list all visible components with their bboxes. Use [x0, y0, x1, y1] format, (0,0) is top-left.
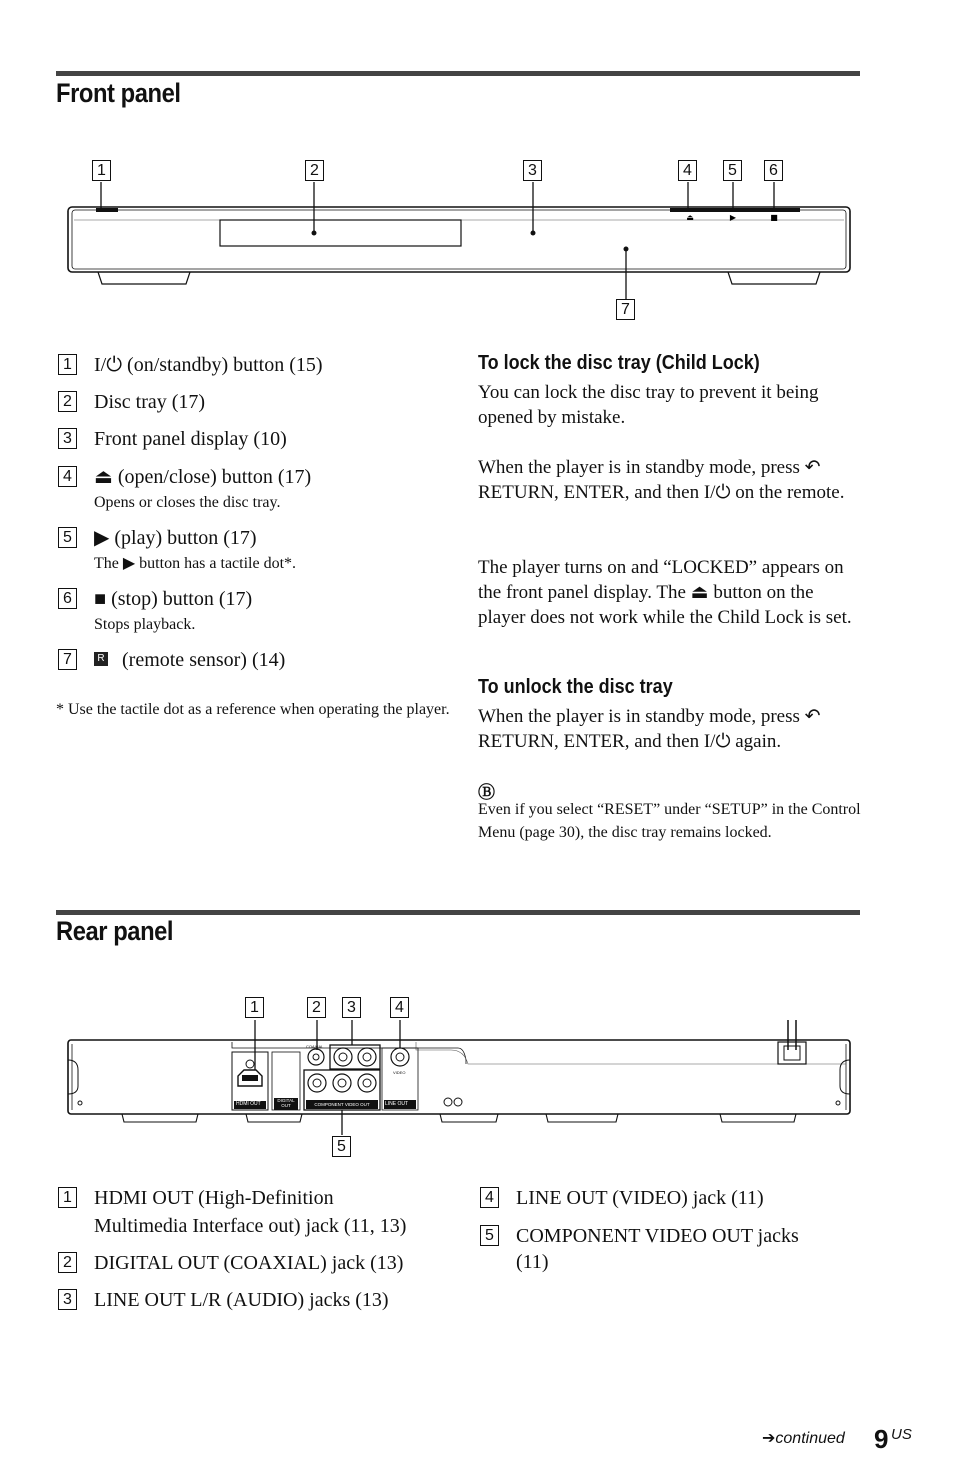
note-icon: Ⓑ	[478, 783, 495, 803]
front-panel-title: Front panel	[56, 78, 181, 108]
video-label: VIDEO	[393, 1070, 406, 1075]
callout-5: 5	[723, 160, 742, 181]
item-text: LINE OUT L/R (AUDIO) jacks (13)	[94, 1289, 389, 1311]
page-suffix: US	[891, 1426, 912, 1443]
callout-6: 6	[764, 160, 783, 181]
item-number: 5	[58, 527, 77, 548]
rear-callout-5: 5	[332, 1136, 351, 1157]
remote-sensor-icon: R	[94, 652, 108, 666]
item-subtext: The ▶ button has a tactile dot*.	[94, 555, 297, 572]
svg-text:⏏: ⏏	[686, 213, 694, 222]
callout-4: 4	[678, 160, 697, 181]
item-number: 7	[58, 649, 77, 670]
item-subtext: Stops playback.	[94, 616, 196, 633]
item-text: LINE OUT (VIDEO) jack (11)	[516, 1187, 764, 1209]
item-text: ▶ (play) button (17)	[94, 527, 257, 549]
item-text: COMPONENT VIDEO OUT jacks	[516, 1225, 799, 1247]
rear-panel-diagram	[56, 990, 860, 1165]
item-number: 3	[58, 1289, 77, 1310]
arrow-right-icon: ➔	[762, 1428, 776, 1447]
rear-callout-4: 4	[390, 997, 409, 1018]
callout-2: 2	[305, 160, 324, 181]
footnote: * Use the tactile dot as a reference when operating the player.	[56, 701, 450, 718]
rear-callout-3: 3	[342, 997, 361, 1018]
child-lock-p1: You can lock the disc tray to prevent it being opened by mistake.	[478, 382, 819, 428]
front-panel-diagram	[56, 150, 860, 330]
item-number: 4	[480, 1187, 499, 1208]
item-number: 5	[480, 1225, 499, 1246]
page-number: 9	[874, 1424, 889, 1454]
item-number: 1	[58, 354, 77, 375]
rear-callout-1: 1	[245, 997, 264, 1018]
rear-callout-2: 2	[307, 997, 326, 1018]
callout-1: 1	[92, 160, 111, 181]
note-text: Even if you select “RESET” under “SETUP” in the Control Menu (page 30), the disc tray remains locked.	[478, 801, 861, 841]
item-text: HDMI OUT (High-Definition	[94, 1187, 334, 1209]
section-rule	[56, 71, 860, 76]
item-text: ⏏ (open/close) button (17)	[94, 466, 312, 488]
item-number: 4	[58, 466, 77, 487]
item-text-line2: (11)	[516, 1251, 549, 1273]
hdmi-out-label: HDMI OUT	[236, 1101, 261, 1107]
child-lock-heading: To lock the disc tray (Child Lock)	[478, 352, 760, 374]
callout-7: 7	[616, 299, 635, 320]
digital-out-label: DIGITAL OUT	[277, 1098, 295, 1108]
item-text-line2: Multimedia Interface out) jack (11, 13)	[94, 1215, 407, 1237]
section-rule	[56, 910, 860, 915]
svg-text:■: ■	[770, 213, 778, 222]
unlock-heading: To unlock the disc tray	[478, 676, 673, 698]
item-number: 3	[58, 428, 77, 449]
callout-3: 3	[523, 160, 542, 181]
rear-panel-drawing	[56, 990, 860, 1165]
item-number: 6	[58, 588, 77, 609]
item-subtext: Opens or closes the disc tray.	[94, 494, 281, 511]
child-lock-p2: When the player is in standby mode, press ↶ RETURN, ENTER, and then I/⏻ on the remote.	[478, 457, 845, 503]
line-out-label: LINE OUT	[385, 1101, 409, 1107]
item-text: Disc tray (17)	[94, 391, 206, 413]
item-text: ■ (stop) button (17)	[94, 588, 253, 610]
coaxial-label: COAXIAL	[306, 1044, 324, 1049]
item-number: 2	[58, 391, 77, 412]
continued-text: continued	[775, 1430, 845, 1447]
item-text: I/⏻ (on/standby) button (15)	[94, 354, 323, 376]
item-text: Front panel display (10)	[94, 428, 287, 450]
continued-label	[762, 1428, 845, 1448]
unlock-text: When the player is in standby mode, press ↶ RETURN, ENTER, and then I/⏻ again.	[478, 706, 821, 752]
component-label: COMPONENT VIDEO OUT	[314, 1102, 370, 1107]
item-text: DIGITAL OUT (COAXIAL) jack (13)	[94, 1252, 404, 1274]
child-lock-p3: The player turns on and “LOCKED” appears on the front panel display. The ⏏ button on the player does not work while the Child Lock is set.	[478, 557, 852, 628]
svg-text:▶: ▶	[729, 213, 737, 222]
item-number: 2	[58, 1252, 77, 1273]
item-text: (remote sensor) (14)	[122, 649, 286, 671]
item-number: 1	[58, 1187, 77, 1208]
rear-panel-title: Rear panel	[56, 916, 174, 946]
